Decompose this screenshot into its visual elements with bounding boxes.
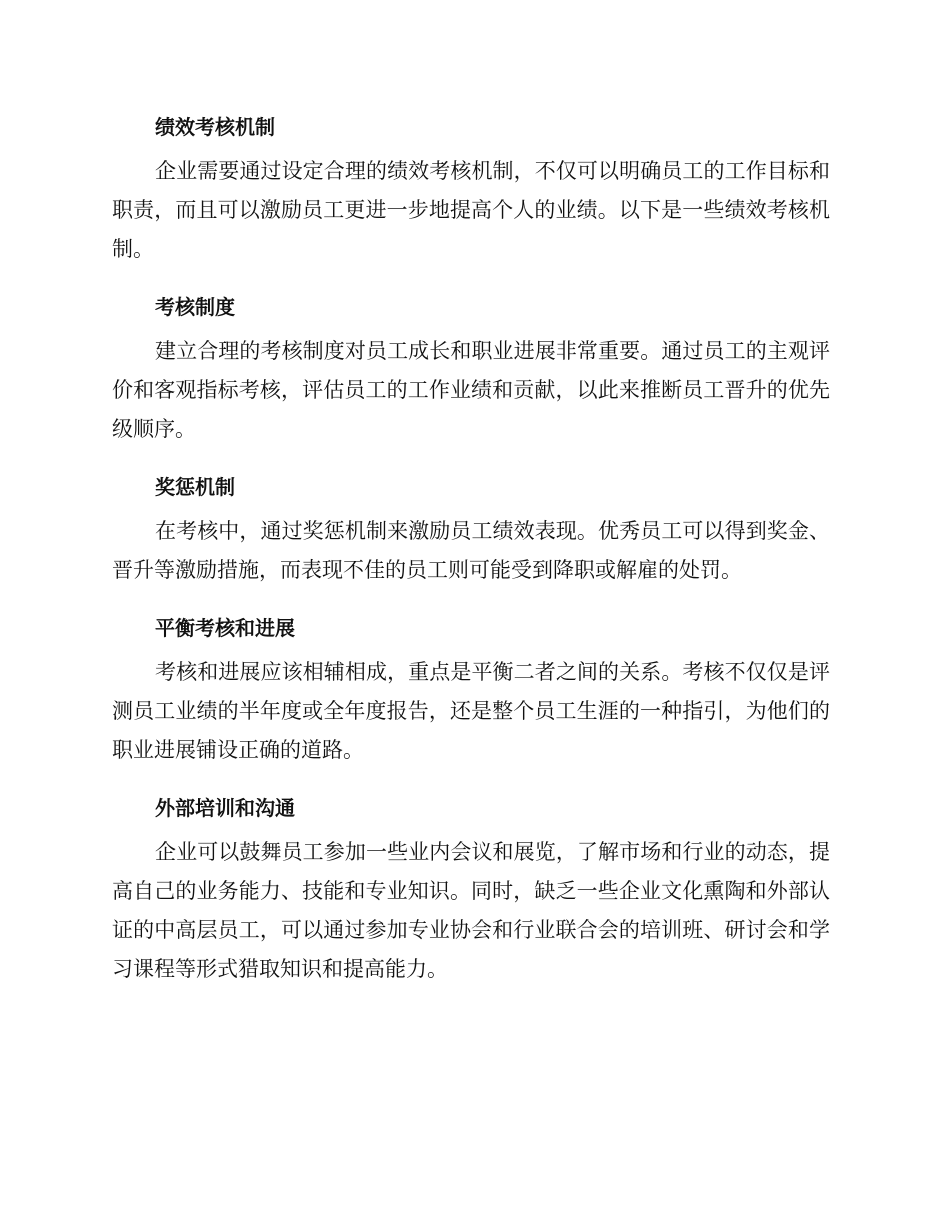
section-body-assessment-system: 建立合理的考核制度对员工成长和职业进展非常重要。通过员工的主观评价和客观指标考核，评估员工的工作业绩和贡献，以此来推断员工晋升的优先级顺序。 — [112, 339, 830, 441]
section-body-reward-punishment: 在考核中，通过奖惩机制来激励员工绩效表现。优秀员工可以得到奖金、晋升等激励措施，而表现不佳的员工则可能受到降职或解雇的处罚。 — [112, 519, 830, 582]
document-page — [112, 108, 830, 1008]
section-body-external-training: 企业可以鼓舞员工参加一些业内会议和展览，了解市场和行业的动态，提高自己的业务能力、技能和专业知识。同时，缺乏一些企业文化熏陶和外部认证的中高层员工，可以通过参加专业协会和行业联合会的培训班、研讨会和学习课程等形式猎取知识和提高能力。 — [112, 840, 830, 981]
section-heading-balance: 平衡考核和进展 — [155, 616, 295, 640]
section-body-balance: 考核和进展应该相辅相成，重点是平衡二者之间的关系。考核不仅仅是评测员工业绩的半年度或全年度报告，还是整个员工生涯的一种指引，为他们的职业进展铺设正确的道路。 — [112, 660, 830, 762]
section-body-performance-mechanism: 企业需要通过设定合理的绩效考核机制，不仅可以明确员工的工作目标和职责，而且可以激励员工更进一步地提高个人的业绩。以下是一些绩效考核机制。 — [112, 159, 830, 261]
section-heading-assessment-system: 考核制度 — [155, 295, 235, 319]
section-heading-reward-punishment: 奖惩机制 — [155, 475, 235, 499]
section-heading-external-training: 外部培训和沟通 — [155, 796, 295, 820]
section-heading-performance-mechanism: 绩效考核机制 — [155, 115, 275, 139]
